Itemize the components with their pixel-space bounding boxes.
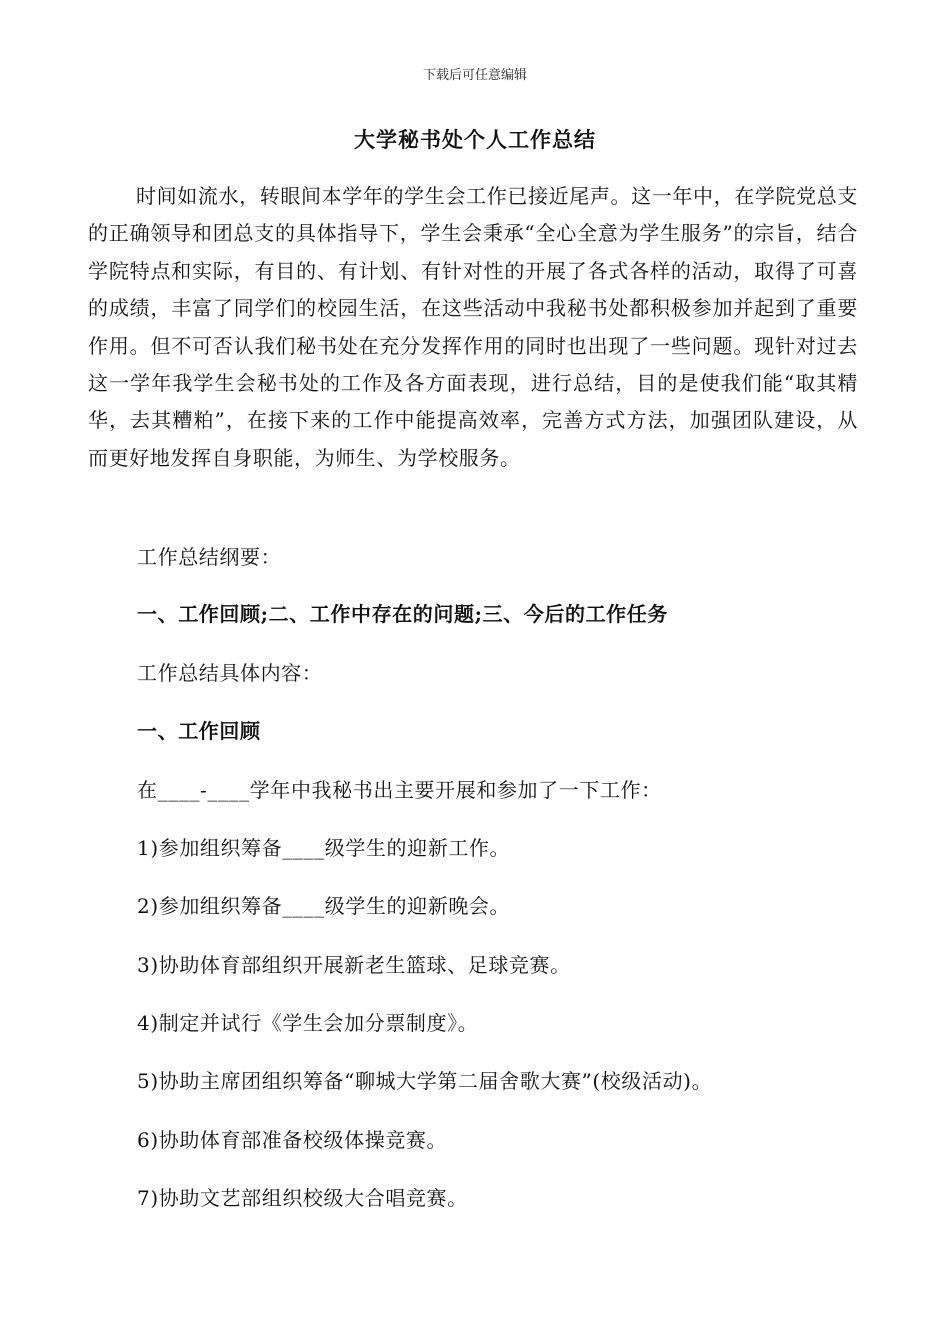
section-heading-review: 一、工作回顾 [137, 719, 261, 743]
content-label: 工作总结具体内容： [137, 661, 323, 685]
list-item: 2)参加组织筹备____级学生的迎新晚会。 [137, 894, 511, 918]
outline-heading: 一、工作回顾;二、工作中存在的问题;三、今后的工作任务 [137, 602, 668, 626]
header-note: 下载后可任意编辑 [422, 68, 527, 83]
intro-paragraph: 时间如流水，转眼间本学年的学生会工作已接近尾声。这一年中，在学院党总支的正确领导和团总支的具体指导下，学生会秉承“全心全意为学生服务”的宗旨，结合学院特点和实际，有目的、有计划、有针对性的开展了各式各样的活动，取得了可喜的成绩，丰富了同学们的校园生活，在这些活动中我秘书处都积极参加并起到了重要作用。但不可否认我们秘书处在充分发挥作用的同时也出现了一些问题。现针对过去这一学年我学生会秘书处的工作及各方面表现，进行总结，目的是使我们能“取其精华，去其糟粕”，在接下来的工作中能提高效率，完善方式方法，加强团队建设，从而更好地发挥自身职能，为师生、为学校服务。 [88, 184, 858, 470]
outline-label: 工作总结纲要： [137, 545, 282, 569]
list-item: 3)协助体育部组织开展新老生篮球、足球竞赛。 [137, 953, 571, 977]
list-item: 1)参加组织筹备____级学生的迎新工作。 [137, 836, 511, 860]
section-lead: 在____-____学年中我秘书出主要开展和参加了一下工作： [137, 778, 662, 802]
list-item: 5)协助主席团组织筹备“聊城大学第二届舍歌大赛”(校级活动)。 [137, 1069, 713, 1093]
list-item: 6)协助体育部准备校级体操竞赛。 [137, 1128, 448, 1152]
list-item: 4)制定并试行《学生会加分票制度》。 [137, 1011, 479, 1035]
list-item: 7)协助文艺部组织校级大合唱竞赛。 [137, 1186, 468, 1210]
document-title: 大学秘书处个人工作总结 [354, 127, 596, 152]
